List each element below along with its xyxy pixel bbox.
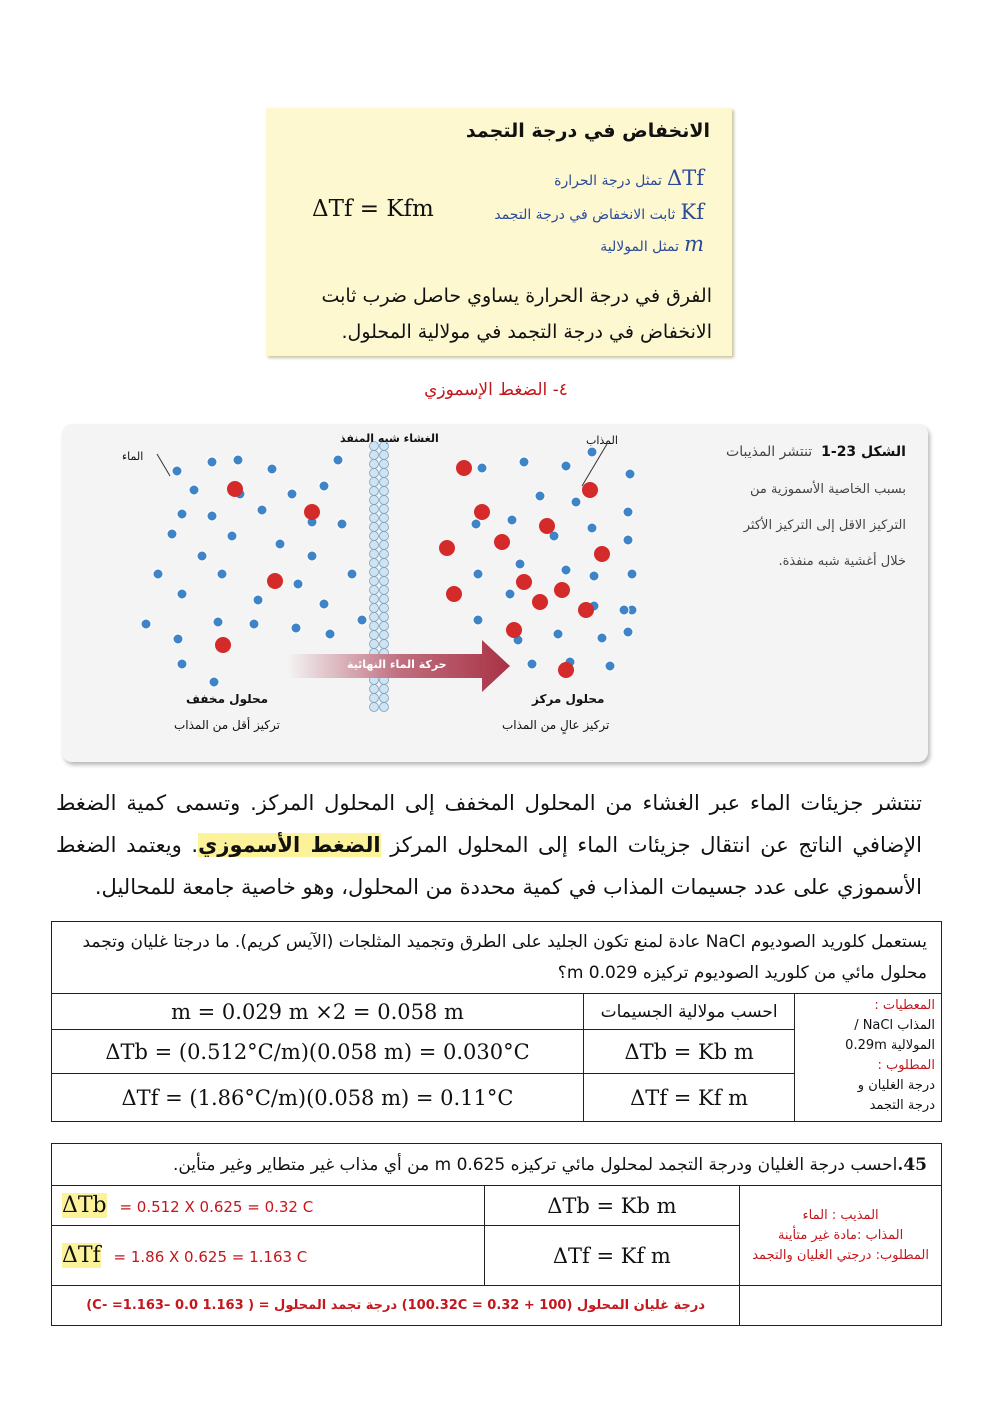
water-particle (307, 551, 317, 561)
water-particle (177, 659, 187, 669)
membrane-bead (380, 703, 389, 712)
membrane-bead (380, 451, 389, 460)
given-required-cell: المعطيات : المذاب NaCl / المولالية 0.29m المطلوب : درجة الغليان و درجة التجمد (795, 994, 942, 1122)
membrane-bead (380, 604, 389, 613)
membrane-bead (380, 541, 389, 550)
solute-particle (267, 573, 283, 589)
membrane-bead (370, 622, 379, 631)
water-particle (619, 605, 629, 615)
membrane-bead (370, 640, 379, 649)
membrane-bead (370, 505, 379, 514)
solute-particle (532, 594, 548, 610)
boiling-calc-cell: ΔTb = 0.512 X 0.625 = 0.32 C (52, 1186, 485, 1226)
water-particle (325, 629, 335, 639)
highlight-term: الضغط الأسموزي (198, 833, 381, 857)
membrane-bead (370, 685, 379, 694)
water-particle (207, 511, 217, 521)
water-particle (587, 523, 597, 533)
water-particle (333, 455, 343, 465)
water-particle (625, 469, 635, 479)
membrane-bead (380, 487, 389, 496)
boiling-formula: ΔTb = Kb m (584, 1030, 795, 1074)
membrane-bead (370, 559, 379, 568)
solute-particle (494, 534, 510, 550)
water-particle (209, 677, 219, 687)
membrane-bead (370, 523, 379, 532)
membrane-bead (380, 622, 389, 631)
definition-item-1: ΔTf تمثل درجة الحرارة (554, 166, 704, 190)
osmosis-diagram (62, 424, 928, 762)
water-particle (177, 589, 187, 599)
solute-particle (516, 574, 532, 590)
membrane-bead (370, 460, 379, 469)
membrane-bead (370, 550, 379, 559)
water-particle (177, 509, 187, 519)
membrane-bead (380, 577, 389, 586)
water-particle (287, 489, 297, 499)
freezing-formula-2: ΔTf = Kf m (484, 1226, 740, 1286)
water-particle (249, 619, 259, 629)
water-particle (587, 447, 597, 457)
figure-caption-line-3: التركيز الاقل إلى التركيز الأكثر (743, 518, 906, 533)
membrane-bead (370, 568, 379, 577)
solute-particle (582, 482, 598, 498)
solute-particle (506, 622, 522, 638)
section-heading: ٤- الضغط الإسموزي (424, 380, 568, 400)
definition-note: الفرق في درجة الحرارة يساوي حاصل ضرب ثابت الانخفاض في درجة التجمد في مولالية المحلول. (321, 285, 712, 343)
water-particle (473, 615, 483, 625)
particles-layer (141, 447, 637, 687)
solute-particle (304, 504, 320, 520)
membrane-bead (370, 451, 379, 460)
water-particle (172, 466, 182, 476)
water-particle (357, 615, 367, 625)
membrane-bead (380, 550, 389, 559)
example-question: يستعمل كلوريد الصوديوم NaCl عادة لمنع تكون الجليد على الطرق وتجميد المثلجات (الآيس كريم). ما درجتا غليان وتجمد محلول مائي من كلوريد الصوديوم تركيزه 0.029 m؟ (52, 922, 942, 994)
membrane-bead (380, 685, 389, 694)
membrane-bead (370, 595, 379, 604)
solute-label: المذاب (586, 434, 618, 447)
membrane-bead (380, 523, 389, 532)
water-particle (227, 531, 237, 541)
dilute-sublabel: تركيز أقل من المذاب (174, 718, 280, 732)
freezing-formula-cell: ΔTf = Kf m (584, 1074, 795, 1122)
example-table (51, 921, 942, 1122)
figure-caption-line-4: خلال أغشية شبه منفذة. (778, 554, 906, 569)
water-particle (253, 595, 263, 605)
water-particle (527, 659, 537, 669)
membrane-bead (370, 577, 379, 586)
water-particle (337, 519, 347, 529)
solute-particle (227, 481, 243, 497)
figure-caption-line-1: الشكل 23-1 تنتشر المذيبات (726, 444, 906, 460)
definition-item-2: Kf ثابت الانخفاض في درجة التجمد (494, 200, 704, 224)
water-particle (291, 623, 301, 633)
concentrated-sublabel: تركيز عالٍ من المذاب (502, 718, 610, 732)
solute-particle (439, 540, 455, 556)
solute-particle (456, 460, 472, 476)
figure-caption-line-2: بسبب الخاصية الأسموزية من (749, 482, 906, 497)
membrane-label: الغشاء شبه المنفذ (340, 432, 439, 445)
membrane-bead (370, 604, 379, 613)
water-particle (207, 457, 217, 467)
osmotic-pressure-paragraph: تنتشر جزيئات الماء عبر الغشاء من المحلول المخفف إلى المحلول المركز. وتسمى كمية الضغط الإضافي الناتج عن انتقال جزيئات الماء إلى المحلول المركز الضغط الأسموزي. ويعتمد الضغط الأسموزي على عدد جسيمات المذاب في كمية محددة من المحلول، وهو خاصية جامعة للمحاليل. (56, 791, 922, 899)
membrane-bead (380, 460, 389, 469)
membrane-bead (380, 469, 389, 478)
water-particle (167, 529, 177, 539)
water-particle (505, 589, 515, 599)
membrane-bead (380, 514, 389, 523)
particle-molality-label: احسب مولالية الجسيمات (584, 994, 795, 1030)
water-particle (627, 569, 637, 579)
water-particle (535, 491, 545, 501)
membrane-bead (380, 496, 389, 505)
membrane-bead (380, 559, 389, 568)
membrane-bead (370, 532, 379, 541)
water-particle (275, 539, 285, 549)
solute-particle (474, 504, 490, 520)
membrane-bead (380, 613, 389, 622)
water-particle (293, 579, 303, 589)
solute-particle (446, 586, 462, 602)
water-particle (589, 571, 599, 581)
water-particle (153, 569, 163, 579)
membrane-bead (380, 595, 389, 604)
definition-box (266, 108, 732, 356)
membrane-bead (380, 568, 389, 577)
water-particle (267, 464, 277, 474)
membrane-bead (370, 703, 379, 712)
water-particle (623, 627, 633, 637)
membrane-bead (370, 496, 379, 505)
water-particle (217, 569, 227, 579)
water-leader-line (157, 454, 170, 476)
membrane-bead (380, 694, 389, 703)
water-particle (519, 457, 529, 467)
water-particle (189, 485, 199, 495)
water-particle (477, 463, 487, 473)
water-particle (319, 481, 329, 491)
water-particle (233, 455, 243, 465)
water-particle (597, 633, 607, 643)
given-required-cell-2: المذيب : الماء المذاب :مادة غير متأينة المطلوب: درجتي الغليان والتجمد (740, 1186, 942, 1286)
boiling-formula-2: ΔTb = Kb m (484, 1186, 740, 1226)
water-particle (507, 515, 517, 525)
freezing-calc-cell: ΔTf = 1.86 X 0.625 = 1.163 C (52, 1226, 485, 1286)
water-particle (473, 569, 483, 579)
problem-45-question: 45.احسب درجة الغليان ودرجة التجمد لمحلول مائي تركيزه 0.625 m من أي مذاب غير متطاير وغير متأين. (52, 1144, 942, 1186)
dilute-label: محلول مخفف (186, 692, 269, 706)
water-particle (623, 535, 633, 545)
arrow-label: حركة الماء النهائية (347, 658, 447, 671)
membrane-bead (380, 586, 389, 595)
final-result: درجة غليان المحلول (100.32C = 0.32 + 100) درجة تجمد المحلول = ( 1.163 C- =1.163– 0.0) (52, 1286, 740, 1326)
water-particle (571, 497, 581, 507)
solute-particle (554, 582, 570, 598)
concentrated-label: محلول مركز (532, 692, 605, 706)
solute-particle (578, 602, 594, 618)
membrane-bead (370, 613, 379, 622)
water-particle (515, 559, 525, 569)
solute-particle (558, 662, 574, 678)
water-particle (623, 507, 633, 517)
freezing-calculation: ΔTf = (1.86°C/m)(0.058 m) = 0.11°C (52, 1074, 584, 1122)
definition-title: الانخفاض في درجة التجمد (465, 120, 710, 142)
solute-particle (215, 637, 231, 653)
solute-particle (539, 518, 555, 534)
water-label: الماء (122, 450, 144, 463)
water-particle (553, 629, 563, 639)
water-particle (347, 569, 357, 579)
problem-45-table (51, 1143, 942, 1326)
membrane-bead (380, 478, 389, 487)
water-particle (605, 661, 615, 671)
membrane-bead (370, 631, 379, 640)
membrane-bead (370, 541, 379, 550)
osmosis-figure (62, 424, 928, 762)
boiling-calculation: ΔTb = (0.512°C/m)(0.058 m) = 0.030°C (52, 1030, 584, 1074)
definition-item-3: m تمثل المولالية (600, 232, 704, 256)
solute-particle (594, 546, 610, 562)
membrane-bead (380, 532, 389, 541)
freezing-formula: ΔTf = Kfm (312, 196, 434, 222)
membrane-bead (370, 586, 379, 595)
membrane-bead (380, 505, 389, 514)
water-particle (141, 619, 151, 629)
membrane-bead (380, 640, 389, 649)
water-particle (197, 551, 207, 561)
membrane-bead (370, 469, 379, 478)
water-particle (319, 599, 329, 609)
water-particle (213, 617, 223, 627)
particle-molality-value: m = 0.029 m ×2 = 0.058 m (52, 994, 584, 1030)
water-particle (561, 565, 571, 575)
water-particle (561, 461, 571, 471)
membrane-bead (370, 694, 379, 703)
membrane-bead (370, 487, 379, 496)
membrane-bead (370, 478, 379, 487)
water-particle (173, 634, 183, 644)
water-particle (471, 519, 481, 529)
membrane-bead (380, 631, 389, 640)
water-particle (257, 505, 267, 515)
membrane-bead (370, 514, 379, 523)
